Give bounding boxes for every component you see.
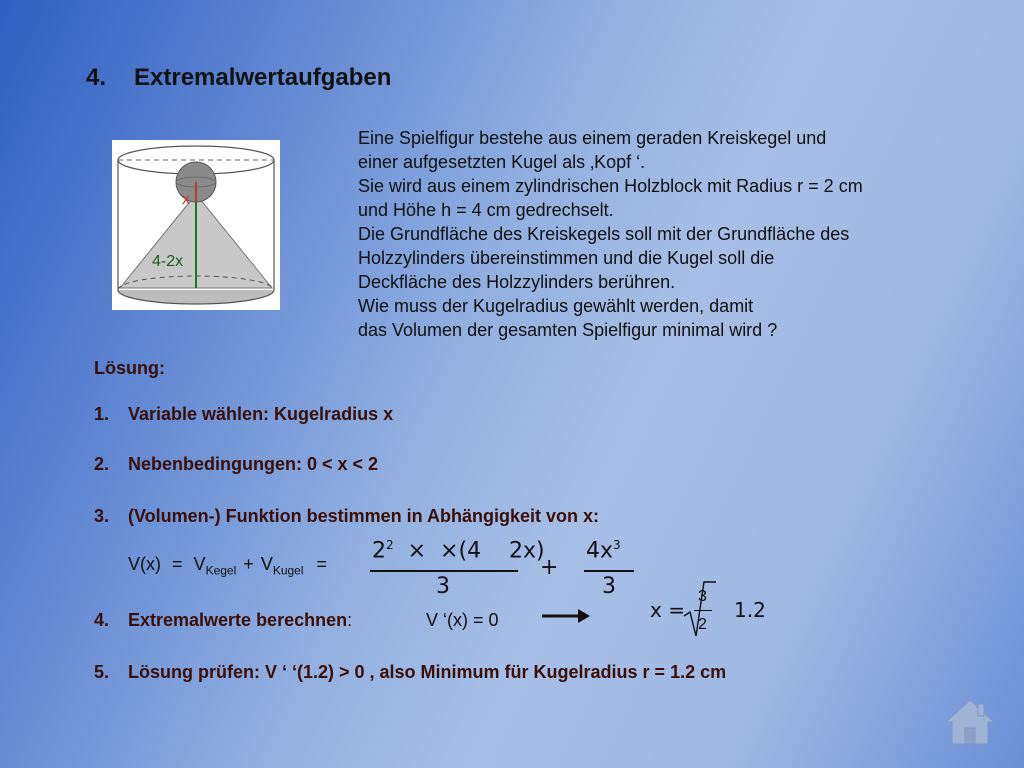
arrow-icon — [540, 604, 592, 628]
derivative-condition: V ‘(x) = 0 — [426, 610, 499, 630]
step-number: 4. — [94, 610, 110, 630]
formula-v: V — [193, 554, 206, 574]
title-number: 4. — [86, 64, 107, 91]
root-numerator: 3 — [698, 588, 707, 605]
result-value: 1.2 — [734, 598, 766, 622]
step-text: Nebenbedingungen: 0 < x < 2 — [128, 454, 379, 474]
problem-line: Holzzylinders übereinstimmen und die Kugel soll die — [358, 248, 775, 268]
num1-base: 2 — [372, 538, 386, 564]
label-x: x — [182, 191, 190, 208]
home-icon[interactable] — [944, 696, 996, 748]
problem-statement — [358, 126, 958, 342]
fraction2-numerator — [586, 538, 621, 563]
fraction2-bar — [584, 570, 634, 572]
step-text: Variable wählen: Kugelradius x — [128, 404, 394, 424]
formula-equals: = — [316, 554, 328, 574]
formula-plus: + — [243, 554, 254, 574]
num2-exp: 3 — [613, 538, 621, 552]
step-text: Extremalwerte berechnen — [128, 610, 348, 630]
title-text: Extremalwertaufgaben — [134, 64, 392, 91]
formula-sub-kegel: Kegel — [205, 563, 237, 578]
num1-exp: 2 — [386, 538, 394, 552]
step-5 — [94, 662, 726, 683]
root-denominator: 2 — [698, 616, 707, 633]
fraction2-denominator: 3 — [602, 574, 616, 599]
solution-heading: Lösung: — [94, 358, 165, 378]
step-text: (Volumen-) Funktion bestimmen in Abhängigkeit von x: — [128, 506, 600, 526]
num2-base: 4x — [586, 538, 614, 564]
step-colon: : — [347, 610, 353, 630]
root-fraction-bar — [694, 610, 712, 611]
result-x-equals: x = — [650, 598, 685, 622]
formula-plus-big: + — [540, 555, 559, 580]
step-number: 5. — [94, 662, 110, 682]
step-1 — [94, 404, 393, 425]
fraction1-denominator: 3 — [436, 574, 450, 599]
problem-line: Sie wird aus einem zylindrischen Holzblock mit Radius r = 2 cm — [358, 176, 863, 196]
formula-vx: V(x) — [128, 554, 161, 574]
formula-v: V — [260, 554, 273, 574]
problem-line: Wie muss der Kugelradius gewählt werden, damit — [358, 296, 754, 316]
step-number: 2. — [94, 454, 110, 474]
cylinder-cone-sphere-figure — [112, 140, 280, 310]
problem-line: Eine Spielfigur bestehe aus einem geraden Kreiskegel und — [358, 128, 827, 148]
problem-line: und Höhe h = 4 cm gedrechselt. — [358, 200, 614, 220]
label-4-2x: 4-2x — [152, 253, 184, 270]
formula-equals: = — [172, 554, 183, 574]
problem-line: einer aufgesetzten Kugel als ‚Kopf ‘. — [358, 152, 646, 172]
fraction1-bar — [370, 570, 518, 572]
step-4 — [94, 610, 352, 631]
step-text: Lösung prüfen: V ‘ ‘(1.2) > 0 , also Minimum für Kugelradius r = 1.2 cm — [128, 662, 727, 682]
fraction1-numerator — [372, 538, 545, 563]
problem-line: das Volumen der gesamten Spielfigur minimal wird ? — [358, 320, 778, 340]
step-number: 1. — [94, 404, 110, 424]
step-3 — [94, 506, 599, 527]
formula-sub-kugel: Kugel — [272, 563, 304, 578]
step-number: 3. — [94, 506, 110, 526]
problem-line: Die Grundfläche des Kreiskegels soll mit der Grundfläche des — [358, 224, 850, 244]
volume-formula-lhs — [128, 554, 327, 578]
problem-line: Deckfläche des Holzzylinders berühren. — [358, 272, 676, 292]
num1-rest: × ×(4 2x) — [393, 538, 545, 564]
slide-title — [86, 64, 391, 92]
step-2 — [94, 454, 378, 475]
